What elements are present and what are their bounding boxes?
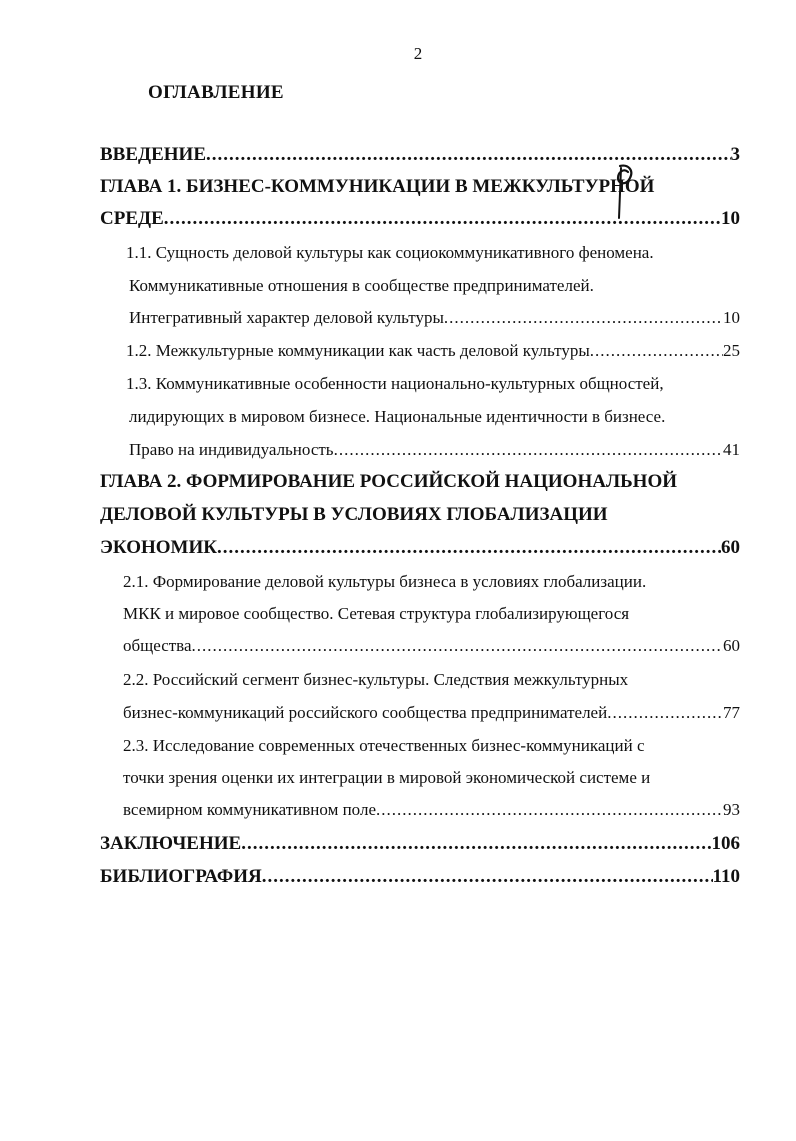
toc-entry-section-1-1-line3[interactable] bbox=[129, 303, 740, 333]
toc-entry-section-1-1[interactable] bbox=[126, 238, 740, 268]
toc-entry-page: 60 bbox=[721, 537, 740, 558]
toc-entry-section-2-1-line3[interactable] bbox=[123, 631, 740, 661]
toc-entry-title-cont: бизнес-коммуникаций российского сообщества предпринимателей bbox=[123, 703, 608, 722]
toc-entry-section-1-3-line2[interactable] bbox=[129, 402, 740, 432]
toc-entry-title: 2.3. Исследование современных отечественных бизнес-коммуникаций с bbox=[123, 736, 645, 755]
toc-entry-section-2-2[interactable] bbox=[123, 665, 740, 695]
toc-entry-section-2-1[interactable] bbox=[123, 567, 740, 597]
dot-leader bbox=[590, 336, 723, 366]
toc-entry-title: 1.1. Сущность деловой культуры как социокоммуникативного феномена. bbox=[126, 243, 654, 262]
toc-entry-title-cont: лидирующих в мировом бизнесе. Национальные идентичности в бизнесе. bbox=[129, 407, 666, 426]
toc-entry-section-2-3-line3[interactable] bbox=[123, 795, 740, 825]
toc-entry-page: 106 bbox=[711, 833, 740, 854]
toc-entry-title-cont: Право на индивидуальность bbox=[129, 440, 334, 459]
toc-entry-page: 60 bbox=[723, 636, 740, 655]
toc-entry-section-1-3-line3[interactable] bbox=[129, 435, 740, 465]
toc-entry-page: 25 bbox=[723, 341, 740, 360]
toc-entry-title-cont: МКК и мировое сообщество. Сетевая структура глобализирующегося bbox=[123, 604, 630, 623]
toc-entry-section-2-3[interactable] bbox=[123, 731, 740, 761]
handwritten-correction-mark bbox=[610, 162, 640, 222]
toc-entry-title: 1.3. Коммуникативные особенности национально-культурных общностей, bbox=[126, 374, 664, 393]
dot-leader bbox=[444, 303, 723, 333]
toc-entry-title: 2.2. Российский сегмент бизнес-культуры. Следствия межкультурных bbox=[123, 670, 629, 689]
toc-entry-title-cont: всемирном коммуникативном поле bbox=[123, 800, 376, 819]
toc-entry-title: ГЛАВА 2. ФОРМИРОВАНИЕ РОССИЙСКОЙ НАЦИОНАЛЬНОЙ bbox=[100, 471, 678, 492]
toc-entry-page: 110 bbox=[712, 866, 740, 887]
dot-leader bbox=[192, 631, 723, 661]
toc-entry-title-cont: точки зрения оценки их интеграции в мировой экономической системе и bbox=[123, 768, 651, 787]
toc-entry-section-1-3[interactable] bbox=[126, 369, 740, 399]
toc-entry-title-cont: общества bbox=[123, 636, 192, 655]
toc-entry-title: 2.1. Формирование деловой культуры бизнеса в условиях глобализации. bbox=[123, 572, 647, 591]
toc-entry-section-2-2-line2[interactable] bbox=[123, 698, 740, 728]
dot-leader bbox=[607, 698, 723, 728]
toc-entry-conclusion[interactable] bbox=[100, 829, 740, 859]
toc-entry-bibliography[interactable] bbox=[100, 862, 740, 892]
dot-leader bbox=[376, 795, 723, 825]
toc-entry-title: 1.2. Межкультурные коммуникации как часть деловой культуры bbox=[126, 341, 590, 360]
toc-entry-section-1-1-line2[interactable] bbox=[129, 271, 740, 301]
toc-entry-chapter-2-line3[interactable] bbox=[100, 533, 740, 563]
toc-entry-title: ЗАКЛЮЧЕНИЕ bbox=[100, 833, 242, 854]
dot-leader bbox=[262, 862, 713, 892]
toc-entry-section-1-2[interactable] bbox=[126, 336, 740, 366]
toc-entry-title-cont: ЭКОНОМИК bbox=[100, 537, 218, 558]
toc-title: ОГЛАВЛЕНИЕ bbox=[148, 82, 284, 103]
toc-entry-chapter-2[interactable] bbox=[100, 467, 740, 497]
toc-entry-chapter-1-cont[interactable] bbox=[100, 204, 740, 234]
toc-entry-introduction[interactable] bbox=[100, 140, 740, 170]
toc-entry-chapter-1[interactable] bbox=[100, 172, 740, 202]
toc-entry-title-cont: ДЕЛОВОЙ КУЛЬТУРЫ В УСЛОВИЯХ ГЛОБАЛИЗАЦИИ bbox=[100, 504, 608, 525]
toc-entry-page: 77 bbox=[723, 703, 740, 722]
toc-entry-page: 93 bbox=[723, 800, 740, 819]
dot-leader bbox=[217, 533, 721, 563]
toc-entry-chapter-2-line2[interactable] bbox=[100, 500, 740, 530]
dot-leader bbox=[334, 435, 723, 465]
toc-entry-title-cont: Интегративный характер деловой культуры bbox=[129, 308, 444, 327]
toc-entry-page: 41 bbox=[723, 440, 740, 459]
toc-entry-page: 10 bbox=[723, 308, 740, 327]
toc-entry-title: ГЛАВА 1. БИЗНЕС-КОММУНИКАЦИИ В МЕЖКУЛЬТУРНОЙ bbox=[100, 176, 655, 197]
toc-entry-page: 10 bbox=[721, 208, 740, 229]
toc-entry-title: ВВЕДЕНИЕ bbox=[100, 144, 206, 165]
dot-leader bbox=[206, 140, 731, 170]
toc-entry-title-cont: Коммуникативные отношения в сообществе предпринимателей. bbox=[129, 276, 594, 295]
toc-entry-section-2-3-line2[interactable] bbox=[123, 763, 740, 793]
toc-entry-title: БИБЛИОГРАФИЯ bbox=[100, 866, 262, 887]
dot-leader bbox=[241, 829, 711, 859]
toc-entry-title-cont: СРЕДЕ bbox=[100, 208, 164, 229]
toc-entry-page: 3 bbox=[730, 144, 740, 165]
toc-entry-section-2-1-line2[interactable] bbox=[123, 599, 740, 629]
page-number: 2 bbox=[413, 44, 423, 63]
